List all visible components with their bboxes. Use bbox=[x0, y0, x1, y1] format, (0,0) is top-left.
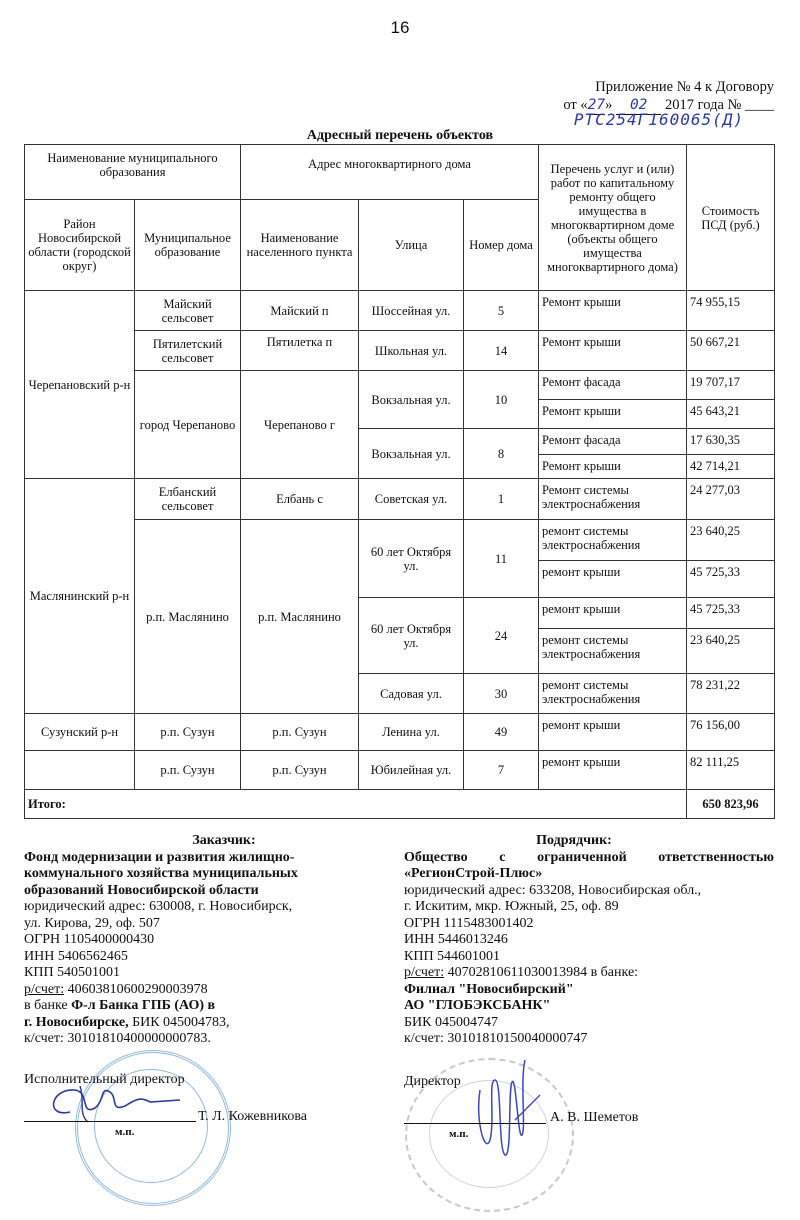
service-cell: Ремонт системы электроснабжения bbox=[539, 479, 687, 520]
house-cell: 14 bbox=[464, 331, 539, 371]
contractor-signature-icon bbox=[470, 1060, 550, 1170]
customer-address-line-2: ул. Кирова, 29, оф. 507 bbox=[24, 915, 160, 931]
header-services: Перечень услуг и (или) работ по капитальному ремонту общего имущества в многоквартирном доме (объекты общего имущества многоквартирного дома) bbox=[539, 145, 687, 291]
header-street: Улица bbox=[359, 200, 464, 291]
customer-bank-line-1: в банке Ф-л Банка ГПБ (АО) в bbox=[24, 998, 216, 1013]
service-cell: ремонт системы электроснабжения bbox=[539, 629, 687, 674]
customer-address-line-1: юридический адрес: 630008, г. Новосибирск, bbox=[24, 899, 293, 914]
settlement-cell: Пятилетка п bbox=[241, 331, 359, 371]
customer-seal-label: м.п. bbox=[115, 1126, 135, 1138]
cost-cell: 50 667,21 bbox=[687, 331, 775, 371]
street-cell: Вокзальная ул. bbox=[359, 371, 464, 429]
cost-cell: 19 707,17 bbox=[687, 371, 775, 400]
district-cell: Черепановский р-н bbox=[25, 291, 135, 479]
contractor-name-line-1: Общество с ограниченной ответственностью bbox=[404, 849, 774, 865]
house-cell: 11 bbox=[464, 520, 539, 598]
district-cell: Маслянинский р-н bbox=[25, 479, 135, 714]
table-row bbox=[25, 479, 775, 520]
table-row bbox=[25, 291, 775, 331]
settlement-cell: Майский п bbox=[241, 291, 359, 331]
municipality-cell: город Черепаново bbox=[135, 371, 241, 479]
document-title: Адресный перечень объектов bbox=[306, 128, 494, 143]
cost-cell: 23 640,25 bbox=[687, 520, 775, 561]
total-value: 650 823,96 bbox=[687, 790, 775, 819]
contractor-inn: ИНН 5446013246 bbox=[404, 932, 508, 947]
handwritten-month: 02 bbox=[616, 96, 661, 115]
service-cell: ремонт крыши bbox=[539, 714, 687, 751]
customer-signer-title: Исполнительный директор bbox=[24, 1072, 185, 1087]
contractor-bank-line-1: Филиал "Новосибирский" bbox=[404, 981, 574, 997]
service-cell: ремонт крыши bbox=[539, 598, 687, 629]
contractor-signer-title: Директор bbox=[404, 1074, 461, 1089]
house-cell: 8 bbox=[464, 429, 539, 479]
street-cell: Советская ул. bbox=[359, 479, 464, 520]
customer-kpp: КПП 540501001 bbox=[24, 965, 121, 980]
settlement-cell: р.п. Сузун bbox=[241, 751, 359, 790]
customer-signer-name: Т. Л. Кожевникова bbox=[198, 1109, 307, 1124]
contractor-kpp: КПП 544601001 bbox=[404, 948, 501, 964]
contractor-bik: БИК 045004747 bbox=[404, 1014, 498, 1030]
contractor-corr-account: к/счет: 30101810150040000747 bbox=[404, 1031, 588, 1046]
street-cell: 60 лет Октября ул. bbox=[359, 598, 464, 674]
service-cell: Ремонт фасада bbox=[539, 429, 687, 455]
house-cell: 5 bbox=[464, 291, 539, 331]
appendix-title: Приложение № 4 к Договору bbox=[595, 79, 774, 95]
appendix-date-line: от «27» 02 2017 года № ____ bbox=[563, 97, 774, 113]
service-cell: Ремонт крыши bbox=[539, 291, 687, 331]
cost-cell: 23 640,25 bbox=[687, 629, 775, 674]
cost-cell: 45 643,21 bbox=[687, 400, 775, 429]
total-label: Итого: bbox=[25, 790, 687, 819]
contractor-address-line-1: юридический адрес: 633208, Новосибирская обл., bbox=[404, 882, 702, 898]
objects-table bbox=[24, 144, 775, 819]
header-row-1 bbox=[25, 145, 775, 200]
service-cell: ремонт системы электроснабжения bbox=[539, 520, 687, 561]
header-municipal-group: Наименование муниципального образования bbox=[25, 145, 241, 200]
cost-cell: 82 111,25 bbox=[687, 751, 775, 790]
table-row bbox=[25, 520, 775, 561]
contractor-seal-label: м.п. bbox=[449, 1128, 469, 1140]
handwritten-contract-number: РТС254Г160065(Д) bbox=[573, 110, 744, 129]
customer-heading: Заказчик: bbox=[192, 833, 256, 848]
municipality-cell: р.п. Маслянино bbox=[135, 520, 241, 714]
district-cell bbox=[25, 751, 135, 790]
settlement-cell: Черепаново г bbox=[241, 371, 359, 479]
house-cell: 24 bbox=[464, 598, 539, 674]
service-cell: ремонт крыши bbox=[539, 751, 687, 790]
table-row bbox=[25, 371, 775, 400]
contractor-heading: Подрядчик: bbox=[536, 833, 612, 848]
cost-cell: 76 156,00 bbox=[687, 714, 775, 751]
header-house: Номер дома bbox=[464, 200, 539, 291]
street-cell: Юбилейная ул. bbox=[359, 751, 464, 790]
street-cell: Шоссейная ул. bbox=[359, 291, 464, 331]
customer-inn: ИНН 5406562465 bbox=[24, 948, 128, 964]
contractor-ogrn: ОГРН 1115483001402 bbox=[404, 915, 534, 931]
table-row bbox=[25, 714, 775, 751]
street-cell: Школьная ул. bbox=[359, 331, 464, 371]
street-cell: Вокзальная ул. bbox=[359, 429, 464, 479]
customer-block bbox=[24, 833, 324, 1048]
header-municipality: Муниципальное образование bbox=[135, 200, 241, 291]
municipality-cell: Майский сельсовет bbox=[135, 291, 241, 331]
municipality-cell: р.п. Сузун bbox=[135, 751, 241, 790]
customer-name-line-3: образований Новосибирской области bbox=[24, 882, 259, 898]
municipality-cell: Елбанский сельсовет bbox=[135, 479, 241, 520]
contractor-address-line-2: г. Искитим, мкр. Южный, 25, оф. 89 bbox=[404, 899, 619, 914]
service-cell: Ремонт фасада bbox=[539, 371, 687, 400]
customer-name-line-1: Фонд модернизации и развития жилищно- bbox=[24, 849, 295, 865]
customer-name-line-2: коммунального хозяйства муниципальных bbox=[24, 866, 298, 881]
district-cell: Сузунский р-н bbox=[25, 714, 135, 751]
contractor-block bbox=[404, 833, 774, 1048]
customer-signature-line bbox=[24, 1121, 196, 1122]
house-cell: 1 bbox=[464, 479, 539, 520]
header-cost: Стоимость ПСД (руб.) bbox=[687, 145, 775, 291]
settlement-cell: р.п. Сузун bbox=[241, 714, 359, 751]
service-cell: ремонт системы электроснабжения bbox=[539, 674, 687, 714]
service-cell: Ремонт крыши bbox=[539, 455, 687, 479]
municipality-cell: Пятилетский сельсовет bbox=[135, 331, 241, 371]
street-cell: Ленина ул. bbox=[359, 714, 464, 751]
settlement-cell: Елбань с bbox=[241, 479, 359, 520]
cost-cell: 78 231,22 bbox=[687, 674, 775, 714]
municipality-cell: р.п. Сузун bbox=[135, 714, 241, 751]
cost-cell: 24 277,03 bbox=[687, 479, 775, 520]
settlement-cell: р.п. Маслянино bbox=[241, 520, 359, 714]
cost-cell: 74 955,15 bbox=[687, 291, 775, 331]
page-number: 16 bbox=[390, 18, 410, 37]
house-cell: 30 bbox=[464, 674, 539, 714]
cost-cell: 42 714,21 bbox=[687, 455, 775, 479]
cost-cell: 45 725,33 bbox=[687, 561, 775, 598]
customer-account: р/счет: 40603810600290003978 bbox=[24, 981, 208, 997]
handwritten-day: 27 bbox=[587, 97, 606, 113]
customer-ogrn: ОГРН 1105400000430 bbox=[24, 932, 155, 947]
cost-cell: 45 725,33 bbox=[687, 598, 775, 629]
service-cell: ремонт крыши bbox=[539, 561, 687, 598]
customer-corr-account: к/счет: 30101810400000000783. bbox=[24, 1031, 211, 1046]
service-cell: Ремонт крыши bbox=[539, 400, 687, 429]
cost-cell: 17 630,35 bbox=[687, 429, 775, 455]
table-row bbox=[25, 751, 775, 790]
service-cell: Ремонт крыши bbox=[539, 331, 687, 371]
table-row bbox=[25, 331, 775, 371]
contractor-bank-line-2: АО "ГЛОБЭКСБАНК" bbox=[404, 998, 551, 1013]
header-address-group: Адрес многоквартирного дома bbox=[241, 145, 539, 200]
contractor-account: р/счет: 40702810611030013984 в банке: bbox=[404, 965, 639, 980]
contractor-signer-name: А. В. Шеметов bbox=[550, 1110, 639, 1125]
customer-bank-line-2: г. Новосибирске, БИК 045004783, bbox=[24, 1014, 230, 1030]
house-cell: 10 bbox=[464, 371, 539, 429]
street-cell: 60 лет Октября ул. bbox=[359, 520, 464, 598]
total-row bbox=[25, 790, 775, 819]
contractor-name-line-2: «РегионСтрой-Плюс» bbox=[404, 866, 543, 881]
header-district: Район Новосибирской области (городской округ) bbox=[25, 200, 135, 291]
header-settlement: Наименование населенного пункта bbox=[241, 200, 359, 291]
house-cell: 49 bbox=[464, 714, 539, 751]
contractor-signature-line bbox=[404, 1123, 546, 1124]
street-cell: Садовая ул. bbox=[359, 674, 464, 714]
house-cell: 7 bbox=[464, 751, 539, 790]
